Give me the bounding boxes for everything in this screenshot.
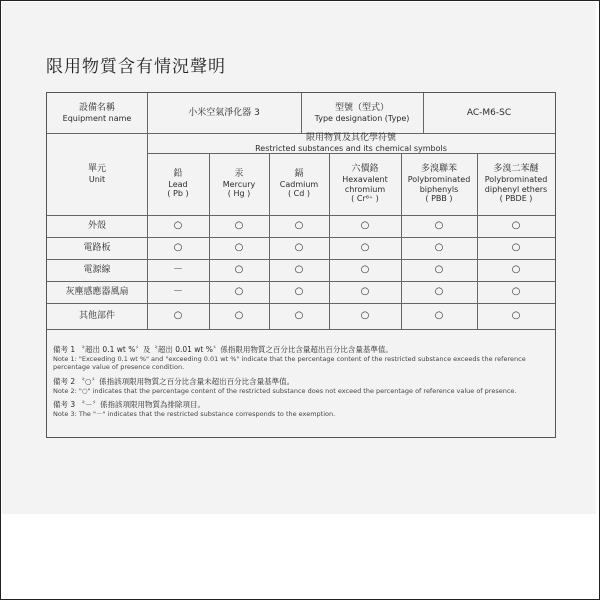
table-cell: ○	[234, 286, 244, 297]
table-cell: ○	[294, 220, 304, 231]
substances-header-cell	[147, 133, 555, 153]
unit-header-cell	[47, 133, 147, 215]
table-cell: ○	[173, 220, 183, 231]
note-3-zh: 備考 3 〝－〞係指該項限用物質為排除項目。	[53, 400, 206, 410]
column-en: Lead	[168, 179, 188, 189]
table-cell: ○	[294, 310, 304, 321]
type-value: AC-M6-SC	[466, 107, 512, 118]
table-cell: ○	[434, 220, 444, 231]
substances-header-en: Restricted substances and its chemical symbols	[255, 143, 447, 153]
table-cell: ○	[234, 264, 244, 275]
note-2-zh: 備考 2 〝○〞係指該項限用物質之百分比含量未超出百分比含量基準值。	[53, 376, 295, 386]
note-2-en: Note 2: "○" indicates that the percentage content of the restricted substance does not exceed the percentage of reference value of presence.	[53, 386, 517, 395]
equipment-label-cell	[47, 93, 147, 133]
document-title: 限用物質含有情況聲明	[46, 57, 226, 77]
note-1-en: Note 1: "Exceeding 0.1 wt %" and "exceeding 0.01 wt %" indicate that the percentage content of the restricted substance exceeds the reference percentage value of presence condition.	[53, 355, 526, 372]
column-en: Mercury	[222, 179, 256, 189]
column-symbol: ( PBB )	[425, 194, 453, 204]
table-cell: ○	[511, 286, 521, 297]
notes-section	[53, 340, 553, 419]
table-cell: ○	[234, 220, 244, 231]
equipment-label-en: Equipment name	[62, 113, 132, 123]
column-en: Polybrominated diphenyl ethers	[484, 175, 548, 194]
unit-header-en: Unit	[88, 174, 106, 184]
column-header-cadmium	[269, 153, 329, 215]
table-cell: ○	[434, 286, 444, 297]
restricted-substances-table	[46, 92, 556, 438]
table-cell: ○	[511, 310, 521, 321]
column-zh: 鎘	[294, 169, 304, 179]
column-zh: 多溴二苯醚	[493, 164, 539, 175]
row-label-housing: 外殼	[87, 220, 106, 231]
type-label-cell	[301, 93, 423, 133]
column-header-mercury	[209, 153, 269, 215]
column-symbol: ( Cd )	[288, 189, 310, 199]
column-header-lead	[147, 153, 209, 215]
table-cell: －	[173, 286, 183, 297]
column-header-pbde	[477, 153, 555, 215]
table-cell: ○	[360, 310, 370, 321]
note-3-en: Note 3: The "－" indicates that the restricted substance corresponds to the exemption.	[53, 410, 336, 419]
column-zh: 六價鉻	[351, 164, 379, 175]
column-symbol: ( Cr⁶⁺ )	[351, 194, 379, 204]
table-cell: ○	[173, 242, 183, 253]
table-cell: ○	[360, 264, 370, 275]
row-label-dust-sensor-fan: 灰塵感應器風扇	[65, 286, 129, 297]
table-cell: ○	[360, 220, 370, 231]
equipment-value: 小米空氣淨化器 3	[188, 107, 260, 118]
column-header-pbb	[401, 153, 477, 215]
table-cell: ○	[434, 242, 444, 253]
table-cell: ○	[294, 286, 304, 297]
equipment-value-cell	[147, 93, 301, 133]
column-en: Hexavalent chromium	[342, 175, 388, 194]
column-symbol: ( Hg )	[227, 189, 251, 199]
type-value-cell	[423, 93, 555, 133]
column-symbol: ( Pb )	[167, 189, 189, 199]
table-cell: ○	[511, 242, 521, 253]
type-label-en: Type designation (Type)	[314, 113, 410, 123]
table-cell: ○	[294, 242, 304, 253]
column-header-hexavalent-chromium	[329, 153, 401, 215]
table-cell: ○	[173, 310, 183, 321]
table-cell: －	[173, 264, 183, 275]
unit-header-zh: 單元	[87, 163, 106, 174]
column-zh: 鉛	[173, 169, 183, 179]
table-cell: ○	[360, 286, 370, 297]
table-cell: ○	[360, 242, 370, 253]
table-cell: ○	[511, 264, 521, 275]
type-label-zh: 型號（型式）	[334, 102, 389, 113]
grid-line	[47, 329, 555, 330]
column-zh: 汞	[234, 169, 244, 179]
table-cell: ○	[294, 264, 304, 275]
substances-header-zh: 限用物質及其化學符號	[305, 132, 396, 143]
equipment-label-zh: 設備名稱	[78, 102, 115, 113]
row-label-other-parts: 其他部件	[78, 310, 115, 321]
row-label-circuit-board: 電路板	[83, 242, 111, 253]
row-label-power-cord: 電源線	[83, 264, 111, 275]
column-symbol: ( PBDE )	[499, 194, 533, 204]
column-en: Polybrominated biphenyls	[407, 175, 471, 194]
table-cell: ○	[234, 310, 244, 321]
column-en: Cadmium	[279, 179, 319, 189]
table-cell: ○	[434, 310, 444, 321]
column-zh: 多溴聯苯	[420, 164, 457, 175]
table-cell: ○	[511, 220, 521, 231]
table-cell: ○	[234, 242, 244, 253]
table-cell: ○	[434, 264, 444, 275]
note-1-zh: 備考 1 〝超出 0.1 wt %〞及〝超出 0.01 wt %〞係指限用物質之百分比含量超出百分比含量基準值。	[53, 345, 393, 354]
